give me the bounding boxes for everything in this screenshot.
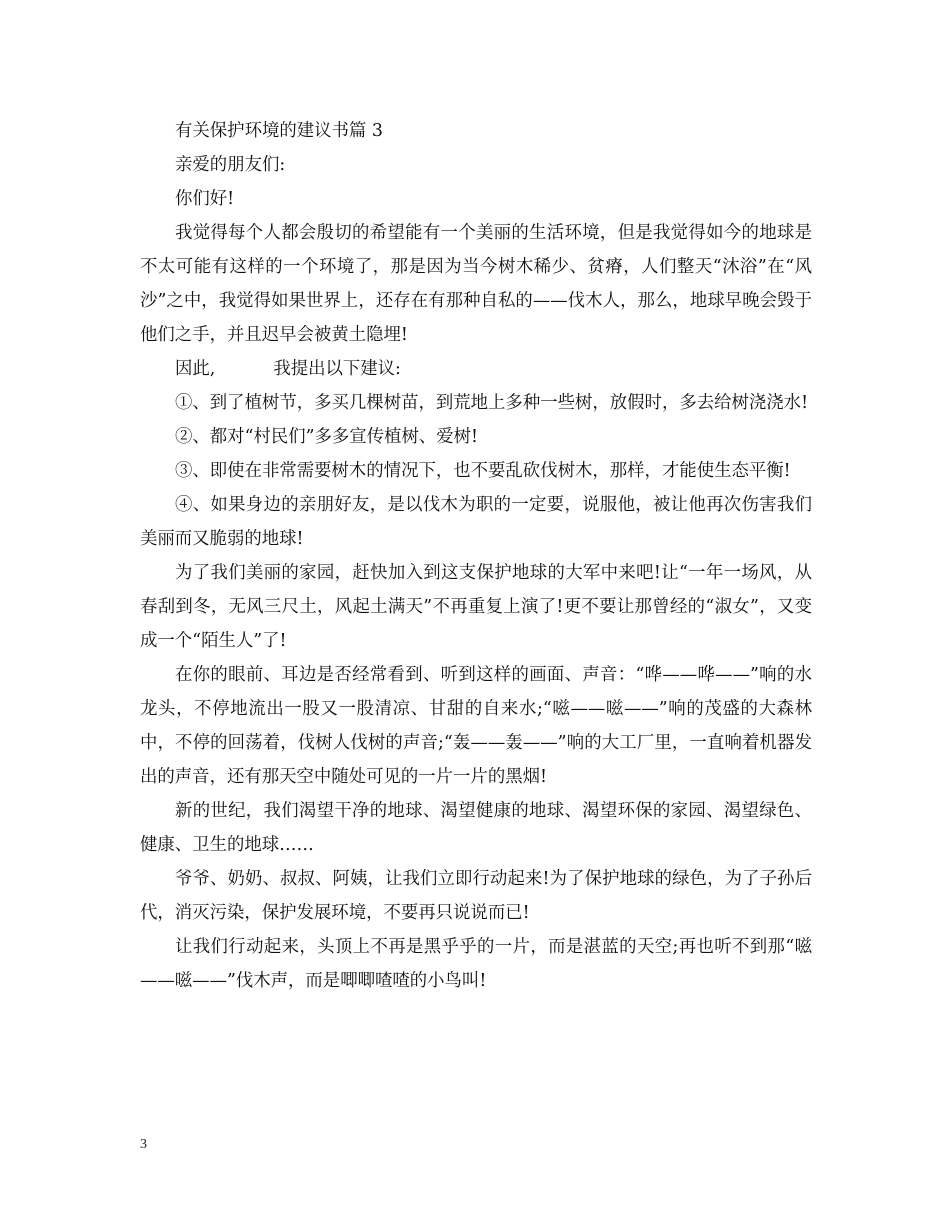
greeting: 你们好! <box>175 189 235 209</box>
suggestion-intro-lead: 因此, <box>175 359 216 379</box>
paragraph: 在你的眼前、耳边是否经常看到、听到这样的画面、声音：“哗——哗——”响的水龙头，不停地流出一股又一股清凉、甘甜的自来水;“嗞——嗞——”响的茂盛的大森林中，不停的回荡着，伐树人伐树的声音;“轰——轰——”响的大工厂里，一直响着机器发出的声音，还有那天空中随处可见的一片一片的黑烟! <box>140 665 812 787</box>
suggestion-item-1: ①、到了植树节，多买几棵树苗，到荒地上多种一些树，放假时，多去给树浇浇水! <box>175 393 809 413</box>
document-title: 有关保护环境的建议书篇 3 <box>175 121 383 141</box>
page-number: 3 <box>140 1137 147 1152</box>
document-body <box>140 114 812 998</box>
suggestion-item-4: ④、如果身边的亲朋好友，是以伐木为职的一定要，说服他，被让他再次伤害我们美丽而又脆弱的地球! <box>140 495 812 549</box>
paragraph: 为了我们美丽的家园，赶快加入到这支保护地球的大军中来吧!让“一年一场风，从春刮到冬，无风三尺土，风起土满天”不再重复上演了!更不要让那曾经的“淑女”，又变成一个“陌生人”了! <box>140 563 812 651</box>
suggestion-intro <box>140 352 812 386</box>
paragraph: 让我们行动起来，头顶上不再是黑乎乎的一片，而是湛蓝的天空;再也听不到那“嗞——嗞——”伐木声，而是唧唧喳喳的小鸟叫! <box>140 937 812 991</box>
paragraph: 我觉得每个人都会殷切的希望能有一个美丽的生活环境，但是我觉得如今的地球是不太可能有这样的一个环境了，那是因为当今树木稀少、贫瘠，人们整天“沐浴”在“风沙”之中，我觉得如果世界上，还存在有那种自私的——伐木人，那么，地球早晚会毁于他们之手，并且迟早会被黄土隐埋! <box>140 223 812 345</box>
suggestion-item-3: ③、即使在非常需要树木的情况下，也不要乱砍伐树木，那样，才能使生态平衡! <box>175 461 791 481</box>
salutation: 亲爱的朋友们: <box>175 155 286 175</box>
suggestion-item-2: ②、都对“村民们”多多宣传植树、爱树! <box>175 427 479 447</box>
paragraph: 爷爷、奶奶、叔叔、阿姨，让我们立即行动起来!为了保护地球的绿色，为了子孙后代，消灭污染，保护发展环境，不要再只说说而已! <box>140 869 812 923</box>
suggestion-intro-text: 我提出以下建议: <box>273 359 401 379</box>
paragraph: 新的世纪，我们渴望干净的地球、渴望健康的地球、渴望环保的家园、渴望绿色、健康、卫生的地球…… <box>140 801 812 855</box>
